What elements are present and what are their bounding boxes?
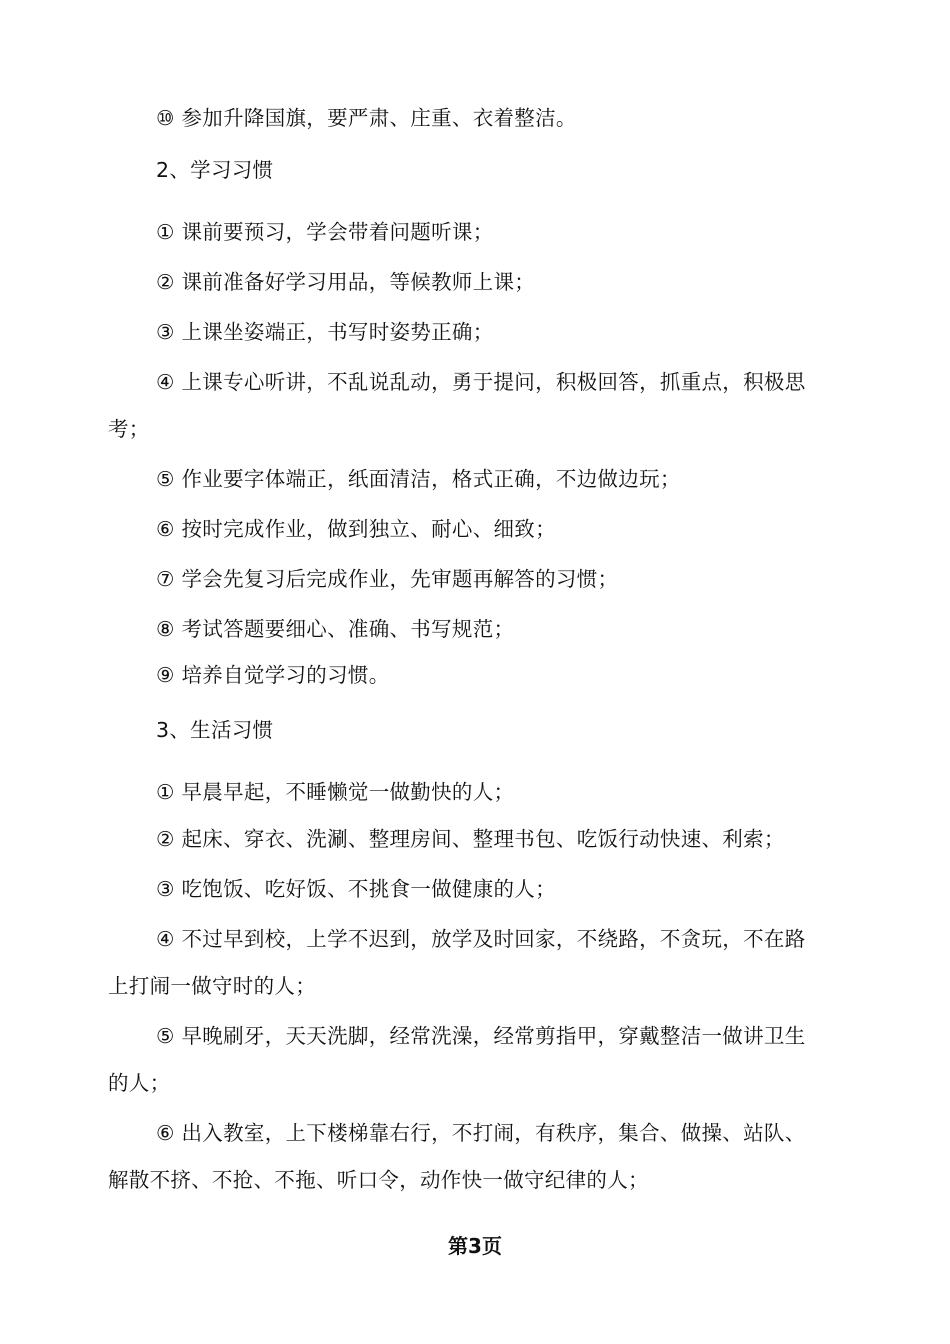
list-item: ② 起床、穿衣、洗涮、整理房间、整理书包、吃饭行动快速、利索； <box>156 827 785 851</box>
section-heading: 2、学习习惯 <box>156 158 274 182</box>
list-item-continuation: 上打闹一做守时的人； <box>108 974 316 998</box>
list-item: ⑩ 参加升降国旗，要严肃、庄重、衣着整洁。 <box>156 106 577 130</box>
list-item: ⑧ 考试答题要细心、准确、书写规范； <box>156 617 515 641</box>
list-item-continuation: 解散不挤、不抢、不拖、听口令，动作快一做守纪律的人； <box>108 1168 649 1192</box>
list-item: ⑦ 学会先复习后完成作业，先审题再解答的习惯； <box>156 567 619 591</box>
list-item: ① 早晨早起，不睡懒觉一做勤快的人； <box>156 780 515 804</box>
list-item: ④ 上课专心听讲，不乱说乱动，勇于提问，积极回答，抓重点，积极思 <box>156 370 806 394</box>
list-item-continuation: 考； <box>108 417 150 441</box>
list-item: ③ 上课坐姿端正，书写时姿势正确； <box>156 320 494 344</box>
list-item: ⑥ 出入教室，上下楼梯靠右行，不打闹，有秩序，集合、做操、站队、 <box>156 1121 806 1145</box>
list-item: ② 课前准备好学习用品，等候教师上课； <box>156 270 536 294</box>
list-item-continuation: 的人； <box>108 1071 171 1095</box>
section-heading: 3、生活习惯 <box>156 718 274 742</box>
page-number: 第3页 <box>448 1234 502 1258</box>
list-item: ④ 不过早到校，上学不迟到，放学及时回家，不绕路，不贪玩，不在路 <box>156 927 806 951</box>
list-item: ③ 吃饱饭、吃好饭、不挑食一做健康的人； <box>156 877 556 901</box>
list-item: ① 课前要预习，学会带着问题听课； <box>156 220 494 244</box>
list-item: ⑨ 培养自觉学习的习惯。 <box>156 663 390 687</box>
list-item: ⑤ 作业要字体端正，纸面清洁，格式正确，不边做边玩； <box>156 467 681 491</box>
list-item: ⑥ 按时完成作业，做到独立、耐心、细致； <box>156 517 556 541</box>
list-item: ⑤ 早晚刷牙，天天洗脚，经常洗澡，经常剪指甲，穿戴整洁一做讲卫生 <box>156 1024 806 1048</box>
